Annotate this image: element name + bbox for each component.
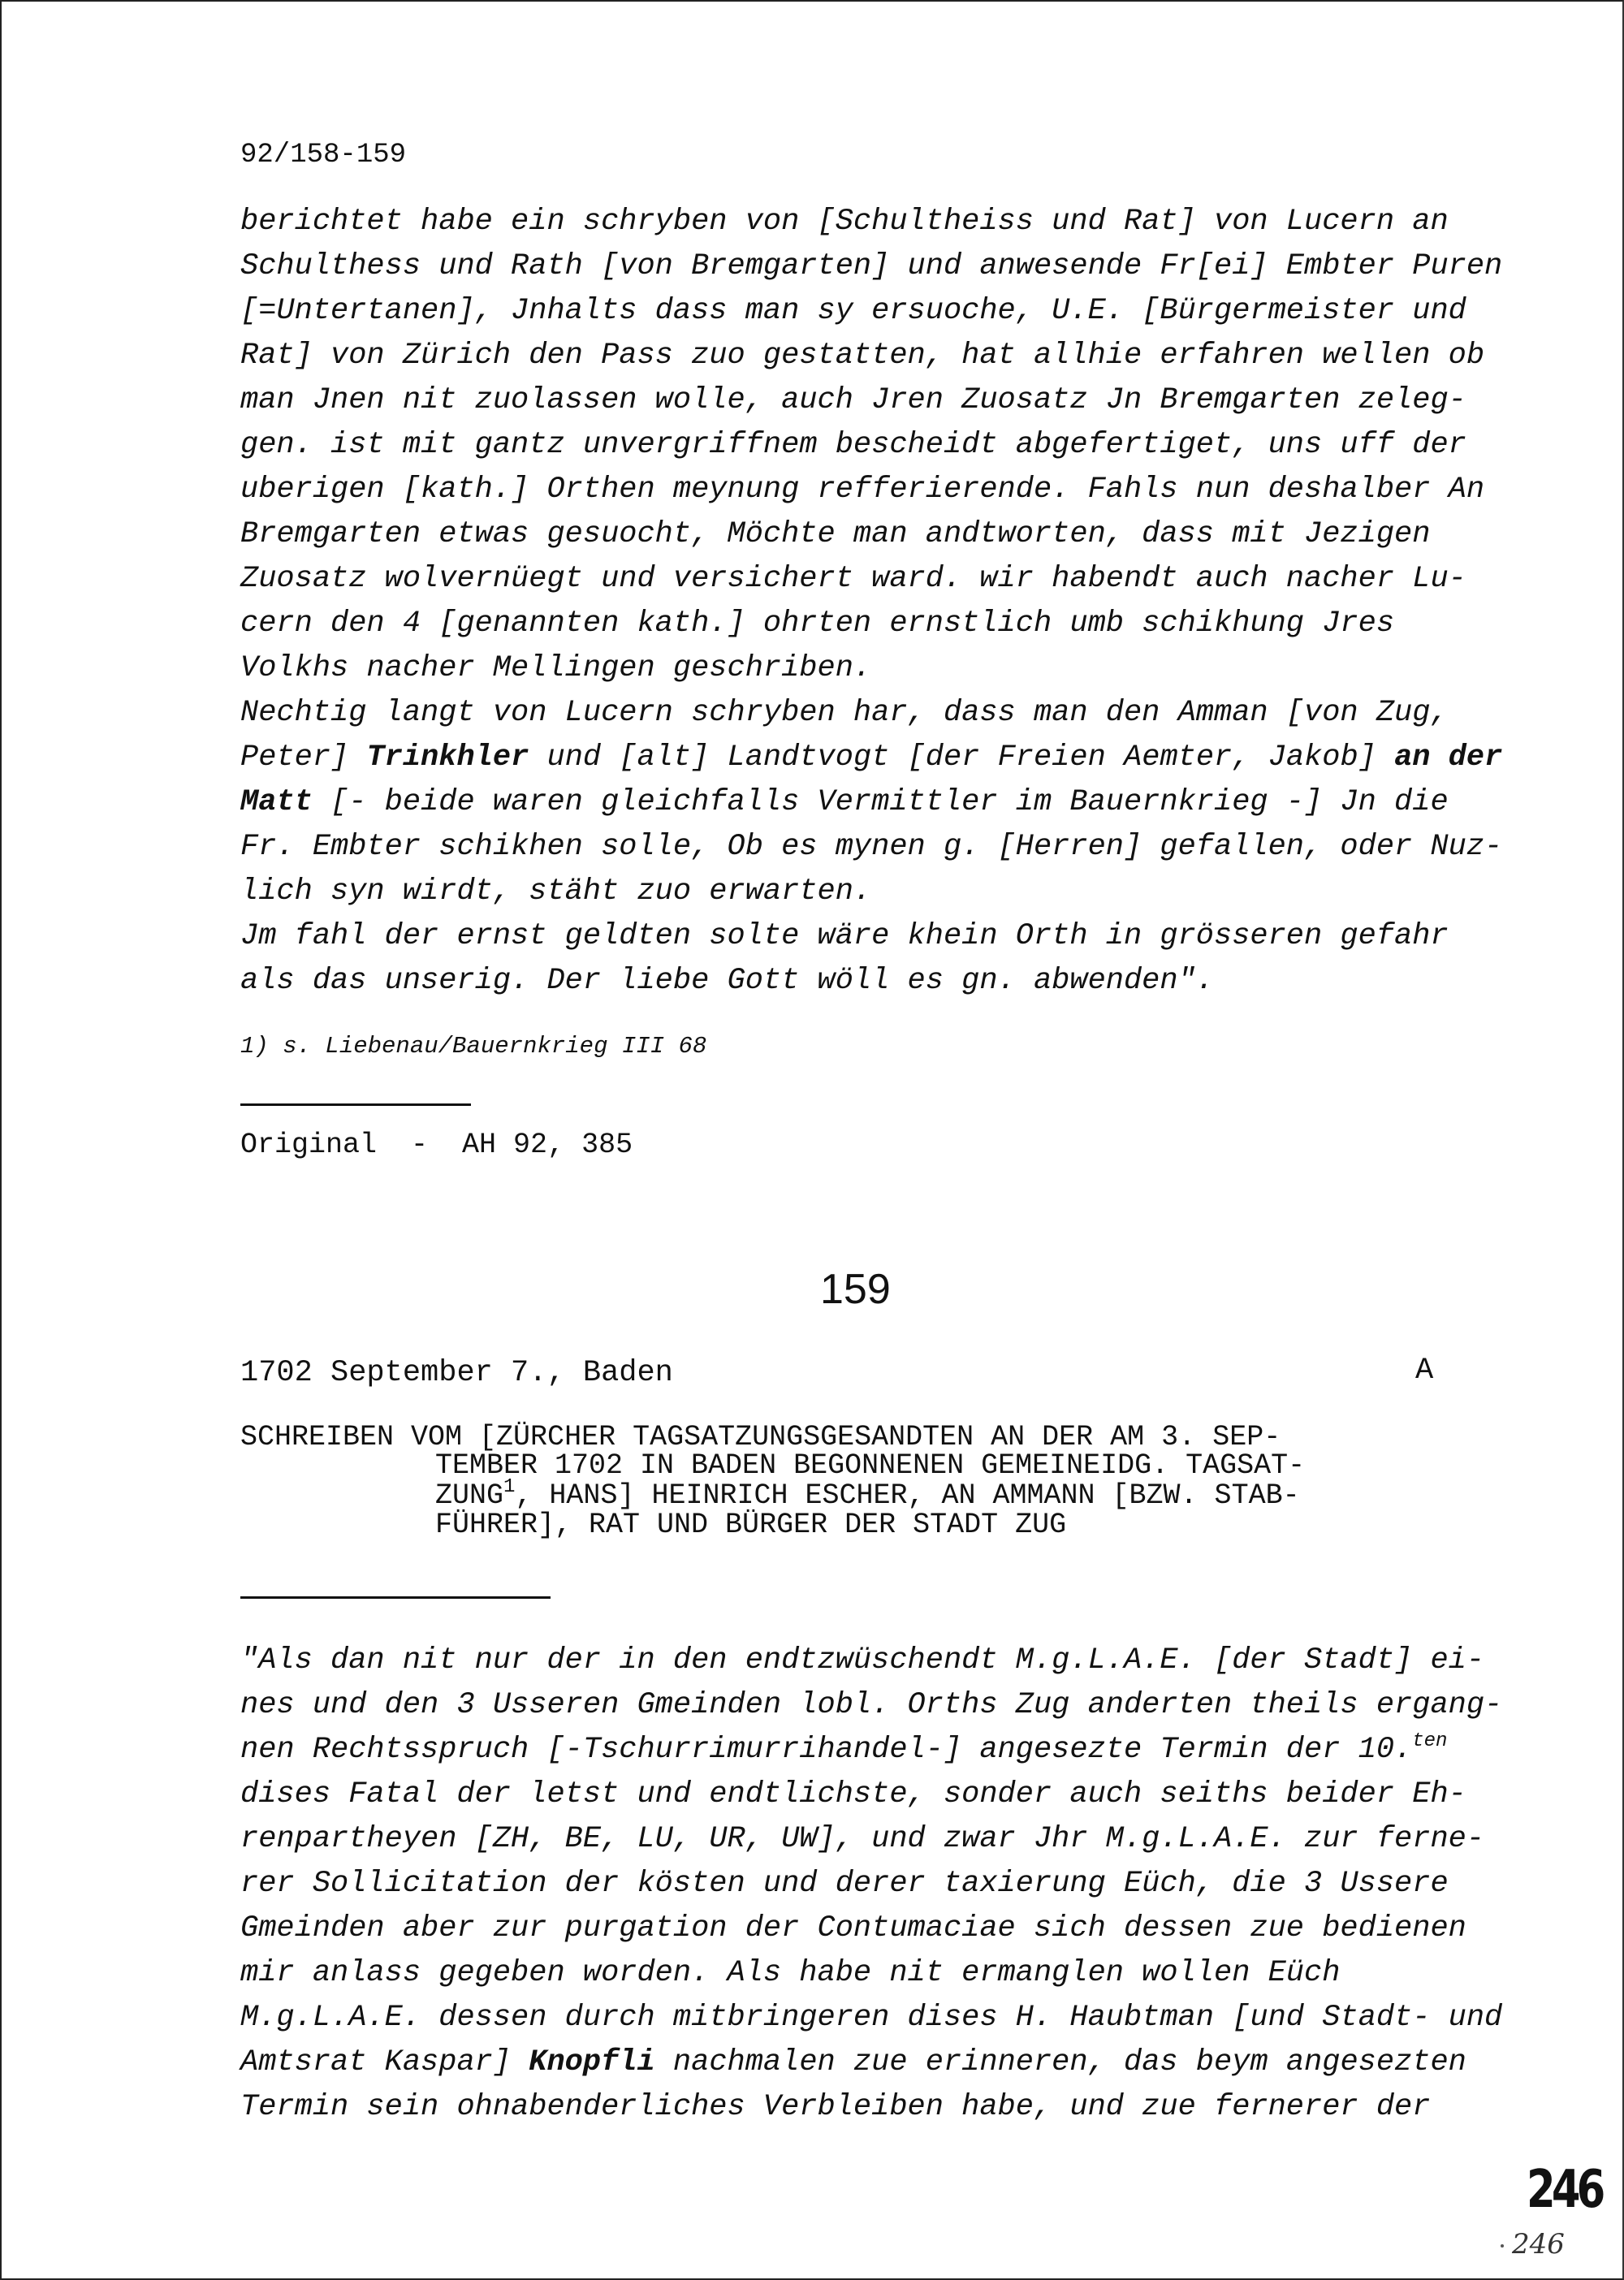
para1-line: cern den 4 [genannten kath.] ohrten ernstlich umb schikhung Jres [240, 607, 1395, 641]
name-an-der-matt-2: Matt [240, 785, 313, 819]
footnote-rule [240, 1103, 471, 1106]
para1-line: [=Untertanen], Jnhalts dass man sy ersuoche, U.E. [Bürgermeister und [240, 294, 1466, 328]
document-number: 159 [820, 1266, 891, 1313]
para1-line: berichtet habe ein schryben von [Schultheiss und Rat] von Lucern an [240, 205, 1449, 239]
body-line: Termin sein ohnabenderliches Verbleiben habe, und zue fernerer der [240, 2090, 1431, 2124]
body-line: Amtsrat Kaspar] Knopfli nachmalen zue erinneren, das beym angesezten [240, 2045, 1466, 2079]
heading-line: TEMBER 1702 IN BADEN BEGONNENEN GEMEINEIDG. TAGSAT- [435, 1449, 1306, 1482]
name-an-der-matt-1: an der [1394, 741, 1503, 775]
para1-line: man Jnen nit zuolassen wolle, auch Jren Zuosatz Jn Bremgarten zeleg- [240, 383, 1466, 417]
para1-line: Schulthess und Rath [von Bremgarten] und anwesende Fr[ei] Embter Puren [240, 249, 1503, 283]
body-line: M.g.L.A.E. dessen durch mitbringeren dises H. Haubtman [und Stadt- und [240, 2001, 1503, 2035]
original-source: Original - AH 92, 385 [240, 1129, 633, 1161]
handwritten-page-number: 246 [1527, 2160, 1602, 2220]
para2-line: lich syn wirdt, stäht zuo erwarten. [240, 874, 872, 909]
body-line: nen Rechtsspruch [-Tschurrimurrihandel-] angesezte Termin der 10.$^{ten}$ [240, 1730, 1448, 1767]
para2-line: Nechtig langt von Lucern schryben har, dass man den Amman [von Zug, [240, 696, 1449, 730]
superscript-ten: ten [1412, 1730, 1448, 1752]
name-knopfli: Knopfli [529, 2045, 655, 2079]
body-line: Gmeinden aber zur purgation der Contumaciae sich dessen zue bedienen [240, 1911, 1466, 1945]
heading-line: ZUNG$^1$, HANS] HEINRICH ESCHER, AN AMMANN [BZW. STAB- [435, 1476, 1300, 1512]
body-line: rer Sollicitation der kösten und derer taxierung Eüch, die 3 Ussere [240, 1867, 1449, 1901]
body-line: dises Fatal der letst und endtlichste, sonder auch seiths beider Eh- [240, 1777, 1466, 1811]
para3-line: als das unserig. Der liebe Gott wöll es gn. abwenden". [240, 964, 1214, 998]
footnote: 1) s. Liebenau/Bauernkrieg III 68 [240, 1033, 707, 1060]
pencil-page-number: 246 [1512, 2228, 1565, 2261]
para1-line: Bremgarten etwas gesuocht, Möchte man andtworten, dass mit Jezigen [240, 517, 1431, 551]
page-reference: 92/158-159 [240, 140, 407, 171]
para2-line: Fr. Embter schikhen solle, Ob es mynen g. [Herren] gefallen, oder Nuz- [240, 830, 1503, 864]
para2-line: Matt [- beide waren gleichfalls Vermittler im Bauernkrieg -] Jn die [240, 785, 1449, 819]
class-letter: A [1415, 1354, 1434, 1388]
heading-line: FÜHRER], RAT UND BÜRGER DER STADT ZUG [435, 1509, 1067, 1541]
body-line: nes und den 3 Usseren Gmeinden lobl. Orths Zug anderten theils ergang- [240, 1688, 1503, 1722]
para2-line: Peter] Trinkhler und [alt] Landtvogt [der Freien Aemter, Jakob] an der [240, 741, 1503, 775]
stray-mark [1501, 2244, 1504, 2248]
para3-line: Jm fahl der ernst geldten solte wäre khein Orth in grösseren gefahr [240, 919, 1449, 953]
document-date: 1702 September 7., Baden [240, 1356, 673, 1390]
para1-line: uberigen [kath.] Orthen meynung refferierende. Fahls nun deshalber An [240, 473, 1485, 507]
para1-line: gen. ist mit gantz unvergriffnem bescheidt abgefertiget, uns uff der [240, 428, 1466, 462]
footnote-marker: 1 [503, 1476, 516, 1498]
body-line: "Als dan nit nur der in den endtzwüschendt M.g.L.A.E. [der Stadt] ei- [240, 1643, 1485, 1678]
body-line: mir anlass gegeben worden. Als habe nit ermanglen wollen Eüch [240, 1956, 1341, 1990]
heading-rule [240, 1596, 551, 1599]
para1-line: Zuosatz wolvernüegt und versichert ward. wir habendt auch nacher Lu- [240, 562, 1466, 596]
name-trinkhler: Trinkhler [366, 741, 529, 775]
body-line: renpartheyen [ZH, BE, LU, UR, UW], und zwar Jhr M.g.L.A.E. zur ferne- [240, 1822, 1485, 1856]
heading-line: SCHREIBEN VOM [ZÜRCHER TAGSATZUNGSGESANDTEN AN DER AM 3. SEP- [240, 1421, 1281, 1453]
para1-line: Rat] von Zürich den Pass zuo gestatten, hat allhie erfahren wellen ob [240, 339, 1485, 373]
para1-line: Volkhs nacher Mellingen geschriben. [240, 651, 872, 685]
